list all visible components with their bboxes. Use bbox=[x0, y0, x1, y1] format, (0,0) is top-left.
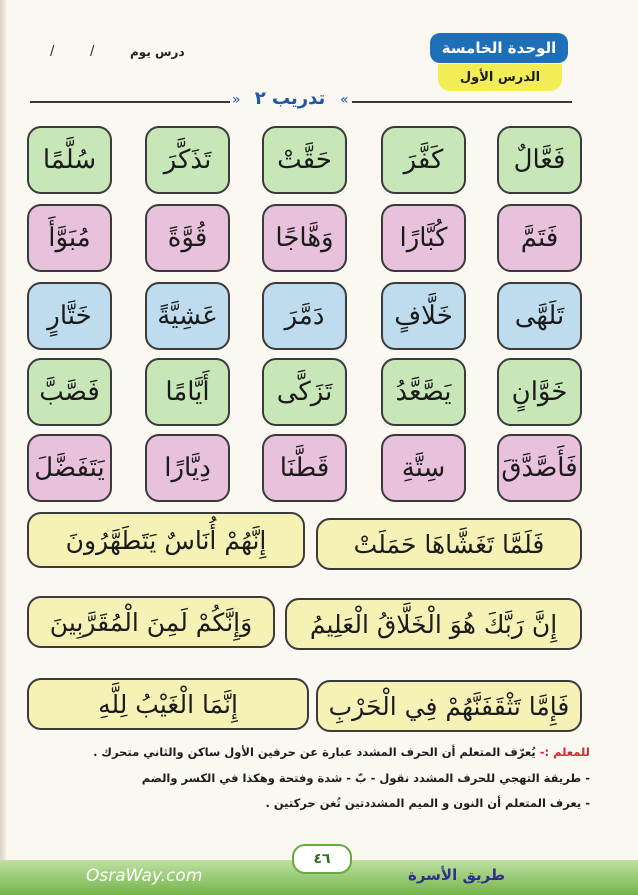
phrase-box: إِنَّهُمْ أُنَاسٌ يَتَطَهَّرُونَ bbox=[27, 512, 305, 568]
word-tile: تَزَكَّى bbox=[262, 358, 347, 426]
teacher-note-line: - طريقة التهجي للحرف المشدد نقول - بّ - شدة وفتحة وهكذا في الكسر والضم bbox=[141, 771, 590, 785]
word-tile: قَطَّنَا bbox=[262, 434, 347, 502]
title-divider-left bbox=[30, 101, 230, 103]
word-tile: خَوَّانٍ bbox=[497, 358, 582, 426]
title-ornament-right: « bbox=[340, 92, 349, 108]
phrase-box: إِنَّ رَبَّكَ هُوَ الْخَلَّاقُ الْعَلِيمُ bbox=[285, 598, 582, 650]
phrase-box: وَإِنَّكُمْ لَمِنَ الْمُقَرَّبِينَ bbox=[27, 596, 275, 648]
word-tile: سِتَّةِ bbox=[381, 434, 466, 502]
lesson-badge: الدرس الأول bbox=[438, 64, 562, 91]
word-tile: كُبَّارًا bbox=[381, 204, 466, 272]
word-tile: مُبَوَّأَ bbox=[27, 204, 112, 272]
word-tile: حَقَّتْ bbox=[262, 126, 347, 194]
teacher-note-text: يُعرّف المتعلم أن الحرف المشدد عبارة عن حرفين الأول ساكن والثاني متحرك . bbox=[93, 745, 536, 759]
footer-site-logo: OsraWay.com bbox=[86, 866, 203, 886]
teacher-label: للمعلم :- bbox=[539, 745, 590, 759]
word-tile: فَصَّبَّ bbox=[27, 358, 112, 426]
word-tile: قُوَّةً bbox=[145, 204, 230, 272]
date-slash: / bbox=[50, 44, 55, 59]
date-label: درس يوم bbox=[130, 45, 185, 59]
teacher-note-line bbox=[93, 745, 590, 759]
word-tile: تَذَكَّرَ bbox=[145, 126, 230, 194]
word-tile: خَتَّارٍ bbox=[27, 282, 112, 350]
word-tile: كَفَّرَ bbox=[381, 126, 466, 194]
title-ornament-left: » bbox=[232, 92, 241, 108]
page-number: ٤٦ bbox=[292, 844, 352, 874]
word-tile: أَيَّامًا bbox=[145, 358, 230, 426]
book-spine-shadow bbox=[0, 0, 6, 895]
unit-badge: الوحدة الخامسة bbox=[430, 33, 568, 63]
word-tile: يَصَّعَّدُ bbox=[381, 358, 466, 426]
word-tile: دَمَّرَ bbox=[262, 282, 347, 350]
phrase-box: فَلَمَّا تَغَشَّاهَا حَمَلَتْ bbox=[316, 518, 582, 570]
word-tile: دِيَّارًا bbox=[145, 434, 230, 502]
word-tile: سُلَّمًا bbox=[27, 126, 112, 194]
footer-brand-logo: طريق الأسرة bbox=[408, 866, 506, 884]
word-tile: خَلَّافٍ bbox=[381, 282, 466, 350]
date-slash: / bbox=[90, 44, 95, 59]
title-divider-right bbox=[352, 101, 572, 103]
word-tile: فَأَصَّدَّقَ bbox=[497, 434, 582, 502]
teacher-note-line: - يعرف المتعلم أن النون و الميم المشددتين تُغن حركتين . bbox=[265, 796, 590, 810]
word-tile: عَشِيَّةً bbox=[145, 282, 230, 350]
word-tile: يَتَفَضَّلَ bbox=[27, 434, 112, 502]
word-tile: وَهَّاجًا bbox=[262, 204, 347, 272]
word-tile: فَتَمَّ bbox=[497, 204, 582, 272]
word-tile: فَعَّالٌ bbox=[497, 126, 582, 194]
phrase-box: فَإِمَّا تَثْقَفَنَّهُمْ فِي الْحَرْبِ bbox=[316, 680, 582, 732]
phrase-box: إِنَّمَا الْغَيْبُ لِلَّهِ bbox=[27, 678, 309, 730]
exercise-title: تدريب ٢ bbox=[254, 88, 326, 109]
word-tile: تَلَهَّى bbox=[497, 282, 582, 350]
